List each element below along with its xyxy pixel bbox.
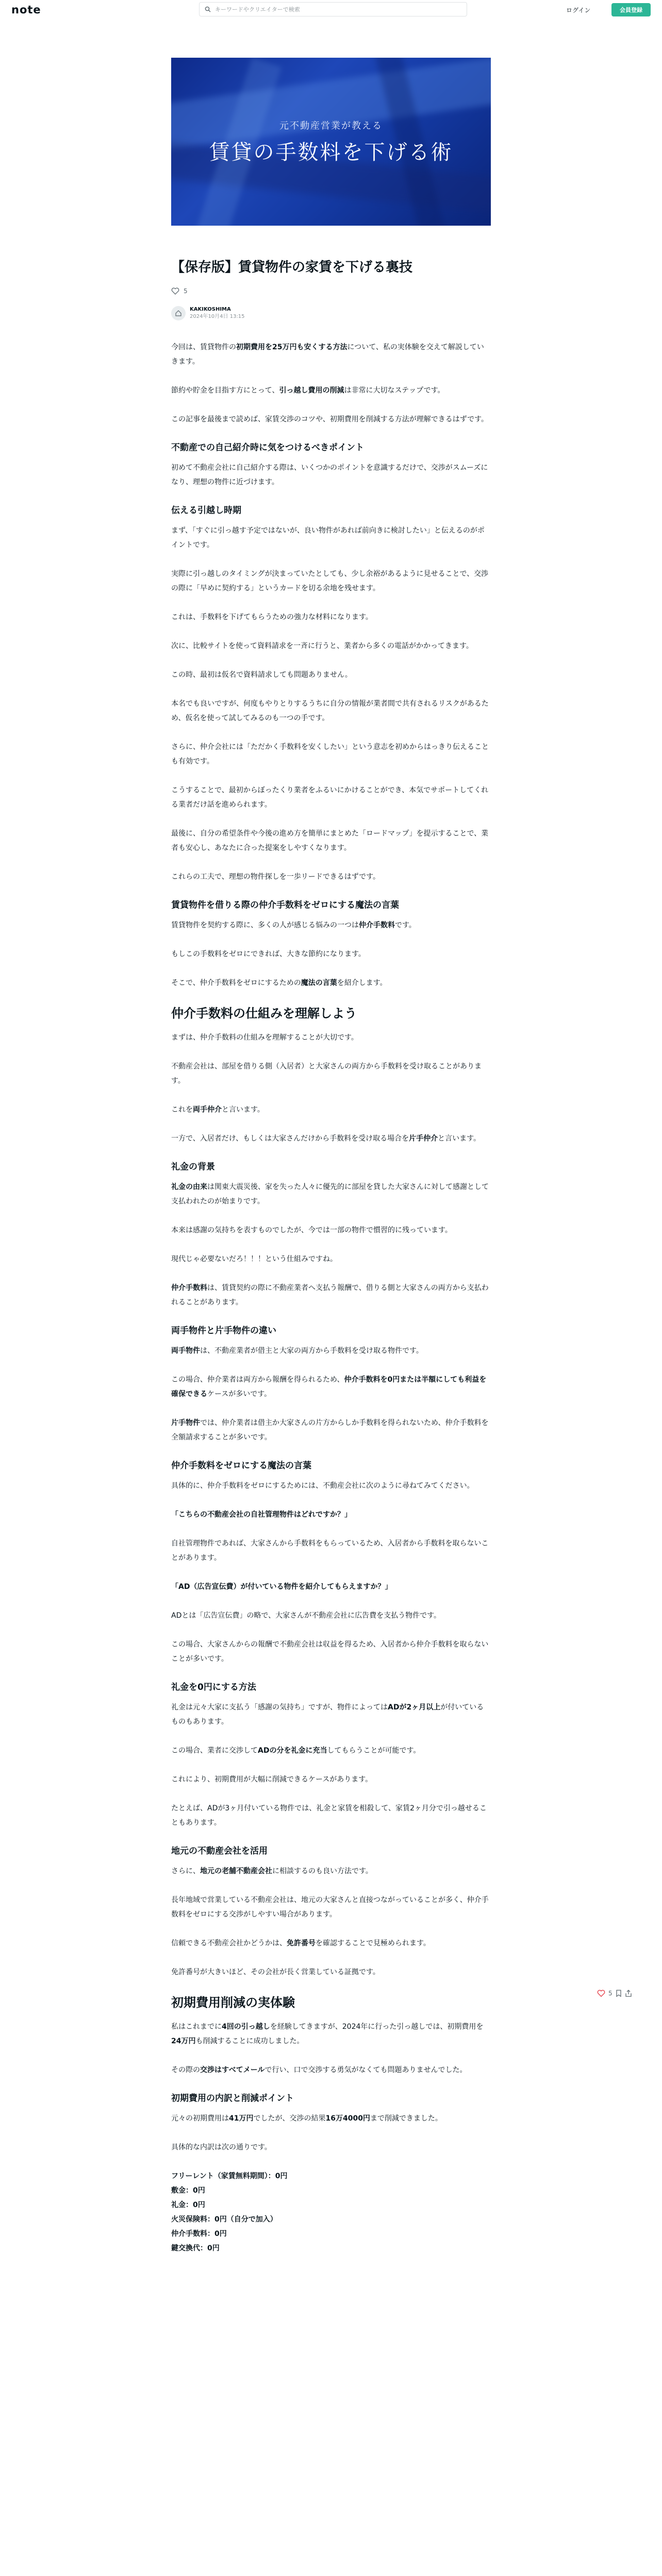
article-title: 【保存版】賃貸物件の家賃を下げる裏技 <box>171 260 413 275</box>
paragraph: これにより、初期費用が大幅に削減できるケースがあります。 <box>171 1775 373 1784</box>
main-heading: 仲介手数料の仕組みを理解しよう <box>171 1006 357 1021</box>
section-heading: 賃貸物件を借りる際の仲介手数料をゼロにする魔法の言葉 <box>171 900 399 910</box>
paragraph: まず、「すぐに引っ越す予定ではないが、良い物件があれば前向きに検討したい」と伝えるのがポイントです。 <box>171 527 485 549</box>
paragraph: たとえば、ADが3ヶ月付いている物件では、礼金と家賃を相殺して、家賃2ヶ月分で引っ越せることもあります。 <box>171 1804 487 1827</box>
share-icon[interactable] <box>625 1990 632 1997</box>
section-heading: 礼金の背景 <box>171 1162 215 1172</box>
paragraph: 本来は感謝の気持ちを表すものでしたが、今では一部の物件で慣習的に残っています。 <box>171 1226 452 1234</box>
paragraph: これらの工夫で、理想の物件探しを一歩リードできるはずです。 <box>171 873 380 881</box>
author-name[interactable]: KAKIKOSHIMA <box>190 307 231 312</box>
paragraph: これは、手数料を下げてもらうための強力な材料になります。 <box>171 613 373 621</box>
list-item: フリーレント（家賃無料期間）：0円 <box>171 2172 288 2180</box>
paragraph: 「こちらの不動産会社の自社管理物件はどれですか？」 <box>171 1511 352 1519</box>
paragraph: さらに、地元の老舗不動産会社に相談するのも良い方法です。 <box>171 1867 373 1875</box>
paragraph: 不動産会社は、部屋を借りる側（入居者）と大家さんの両方から手数料を受け取ることがあります。 <box>171 1062 482 1085</box>
search-icon <box>205 6 211 12</box>
post-date: 2024年10月4日 13:15 <box>190 314 245 319</box>
side-actions <box>597 1990 632 1997</box>
bookmark-icon[interactable] <box>616 1990 622 1997</box>
paragraph: 具体的な内訳は次の通りです。 <box>171 2143 272 2151</box>
paragraph: まずは、仲介手数料の仕組みを理解することが大切です。 <box>171 1033 358 1042</box>
side-like-count: 5 <box>608 1990 613 1997</box>
paragraph: さらに、仲介会社には「ただかく手数料を安くしたい」という意志を初めからはっきり伝えることも有効です。 <box>171 743 489 766</box>
paragraph: 自社管理物件であれば、大家さんから手数料をもらっているため、入居者から手数料を取らないことがあります。 <box>171 1539 489 1562</box>
paragraph: 本名でも良いですが、何度もやりとりするうちに自分の情報が業者間で共有されるリスクがあるため、仮名を使って試してみるのも一つの手です。 <box>171 700 489 722</box>
paragraph: 節約や貯金を目指す方にとって、引っ越し費用の削減は非常に大切なステップです。 <box>171 386 445 395</box>
paragraph: 「AD（広告宣伝費）が付いている物件を紹介してもらえますか？」 <box>171 1583 392 1591</box>
header <box>0 0 662 21</box>
paragraph: 仲介手数料は、賃貸契約の際に不動産業者へ支払う報酬で、借りる側と大家さんの両方から支払われることがあります。 <box>171 1284 489 1307</box>
paragraph: 今回は、賃貸物件の初期費用を25万円も安くする方法について、私の実体験を交えて解説していきます。 <box>171 343 484 366</box>
paragraph: 次に、比較サイトを使って資料請求を一斉に行うと、業者から多くの電話がかかってきます。 <box>171 642 473 650</box>
section-heading: 礼金を0円にする方法 <box>171 1682 256 1692</box>
search-box[interactable] <box>199 2 467 16</box>
paragraph: 免許番号が大きいほど、その会社が長く営業している証拠です。 <box>171 1968 380 1976</box>
house-icon <box>175 310 182 317</box>
signup-button[interactable]: 会員登録 <box>611 3 651 16</box>
list-item: 礼金：0円 <box>171 2201 205 2209</box>
paragraph: 元々の初期費用は41万円でしたが、交渉の結果16万4000円まで削減できました。 <box>171 2114 442 2123</box>
hero-image <box>171 58 491 226</box>
paragraph: こうすることで、最初からぼったくり業者をふるいにかけることができ、本気でサポートしてくれる業者だけ話を進められます。 <box>171 786 489 809</box>
note-logo[interactable]: note <box>11 4 41 16</box>
paragraph: 賃貸物件を契約する際に、多くの人が感じる悩みの一つは仲介手数料です。 <box>171 921 416 929</box>
section-heading: 地元の不動産会社を活用 <box>171 1846 268 1856</box>
login-link[interactable]: ログイン <box>566 7 591 14</box>
paragraph: この場合、仲介業者は両方から報酬を得られるため、仲介手数料を0円または半額にしても利益を確保できるケースが多いです。 <box>171 1376 487 1398</box>
avatar[interactable] <box>171 306 186 320</box>
main-heading: 初期費用削減の実体験 <box>171 1995 295 2010</box>
section-heading: 伝える引越し時期 <box>171 505 241 516</box>
list-item: 敷金：0円 <box>171 2187 205 2195</box>
paragraph: 片手物件では、仲介業者は借主か大家さんの片方からしか手数料を得られないため、仲介手数料を全額請求することが多いです。 <box>171 1419 489 1442</box>
paragraph: 現代じゃ必要ないだろ！！！という仕組みですね。 <box>171 1255 337 1263</box>
section-heading: 初期費用の内訳と削減ポイント <box>171 2093 294 2104</box>
paragraph: 両手物件は、不動産業者が借主と大家の両方から手数料を受け取る物件です。 <box>171 1347 423 1355</box>
paragraph: もしこの手数料をゼロにできれば、大きな節約になります。 <box>171 950 366 958</box>
section-heading: 不動産での自己紹介時に気をつけるべきポイント <box>171 443 364 453</box>
cost-list <box>171 2169 491 2256</box>
section-heading: 仲介手数料をゼロにする魔法の言葉 <box>171 1461 311 1471</box>
hero-subtitle: 元不動産営業が教える <box>279 121 383 131</box>
like-count: 5 <box>184 287 188 295</box>
list-item: 仲介手数料：0円 <box>171 2230 227 2238</box>
paragraph: この場合、業者に交渉してADの分を礼金に充当してもらうことが可能です。 <box>171 1747 421 1755</box>
like-area[interactable] <box>171 287 491 295</box>
heart-icon[interactable] <box>597 1990 605 1997</box>
paragraph: この時、最初は仮名で資料請求しても問題ありません。 <box>171 671 352 679</box>
paragraph: 礼金は元々大家に支払う「感謝の気持ち」ですが、物件によってはADが2ヶ月以上が付いているものもあります。 <box>171 1703 484 1726</box>
hero-title: 賃貸の手数料を下げる術 <box>209 141 453 164</box>
paragraph: 信頼できる不動産会社かどうかは、免許番号を確認することで見極められます。 <box>171 1939 431 1947</box>
paragraph: その際の交渉はすべてメールで行い、口で交渉する勇気がなくても問題ありませんでした。 <box>171 2066 467 2074</box>
article <box>171 258 491 2256</box>
paragraph: そこで、仲介手数料をゼロにするための魔法の言葉を紹介します。 <box>171 979 387 987</box>
paragraph: 具体的に、仲介手数料をゼロにするためには、不動産会社に次のように尋ねてみてください。 <box>171 1482 474 1490</box>
paragraph: 礼金の由来は関東大震災後、家を失った人々に優先的に部屋を貸した大家さんに対して感謝として支払われたのが始まりです。 <box>171 1183 489 1206</box>
paragraph: この記事を最後まで読めば、家賃交渉のコツや、初期費用を削減する方法が理解できるはずです。 <box>171 415 489 423</box>
author-block[interactable] <box>171 306 491 320</box>
paragraph: 実際に引っ越しのタイミングが決まっていたとしても、少し余裕があるように見せることで、交渉の際に「早めに契約する」というカードを切る余地を残せます。 <box>171 570 489 592</box>
list-item: 鍵交換代：0円 <box>171 2244 220 2252</box>
paragraph: 私はこれまでに4回の引っ越しを経験してきますが、2024年に行った引っ越しでは、初期費用を24万円も削減することに成功しました。 <box>171 2023 484 2045</box>
search-placeholder: キーワードやクリエイターで検索 <box>215 6 300 13</box>
list-item: 火災保険料：0円（自分で加入） <box>171 2215 277 2224</box>
paragraph: 長年地域で営業している不動産会社は、地元の大家さんと直接つながっていることが多く、仲介手数料をゼロにする交渉がしやすい場合があります。 <box>171 1896 489 1919</box>
paragraph: ADとは「広告宣伝費」の略で、大家さんが不動産会社に広告費を支払う物件です。 <box>171 1612 441 1620</box>
article-body <box>171 340 491 2256</box>
paragraph: 初めて不動産会社に自己紹介する際は、いくつかのポイントを意識するだけで、交渉がスムーズになり、理想の物件に近づけます。 <box>171 464 488 486</box>
section-heading: 両手物件と片手物件の違い <box>171 1326 276 1336</box>
paragraph: 最後に、自分の希望条件や今後の進め方を簡単にまとめた「ロードマップ」を提示することで、業者も安心し、あなたに合った提案をしやすくなります。 <box>171 829 489 852</box>
heart-icon[interactable] <box>171 287 179 295</box>
paragraph: 一方で、入居者だけ、もしくは大家さんだけから手数料を受け取る場合を片手仲介と言います。 <box>171 1134 481 1143</box>
paragraph: これを両手仲介と言います。 <box>171 1106 264 1114</box>
paragraph: この場合、大家さんからの報酬で不動産会社は収益を得るため、入居者から仲介手数料を取らないことが多いです。 <box>171 1640 489 1663</box>
